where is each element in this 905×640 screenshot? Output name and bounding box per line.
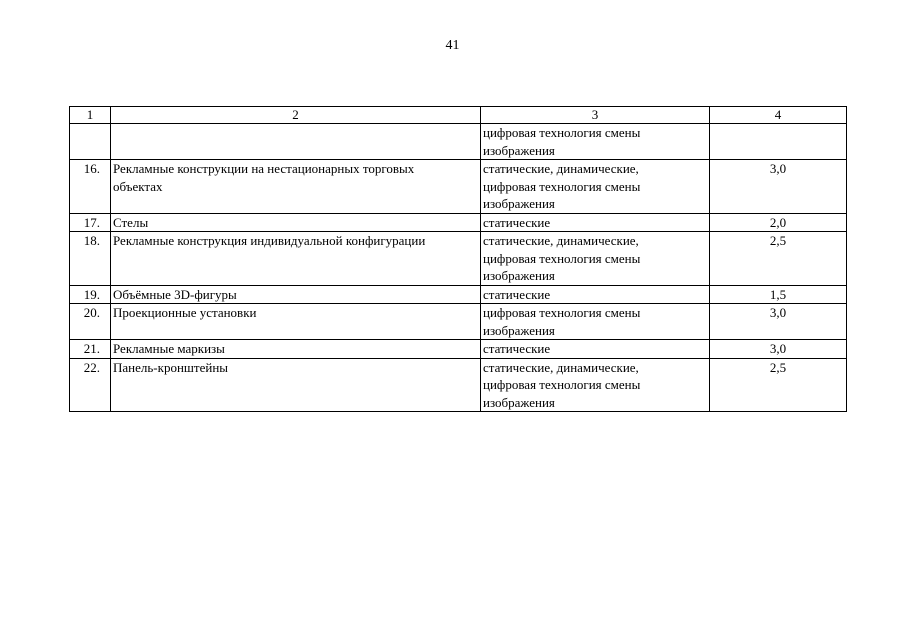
row-number: 20. xyxy=(70,304,111,340)
table-row xyxy=(70,358,847,412)
table-row xyxy=(70,232,847,286)
coefficient-value: 3,0 xyxy=(710,304,847,340)
row-number: 19. xyxy=(70,285,111,304)
construction-type-line: статические xyxy=(483,214,551,230)
construction-name xyxy=(111,160,481,214)
coefficient-value: 2,0 xyxy=(710,213,847,232)
construction-name xyxy=(111,232,481,286)
construction-type xyxy=(481,304,710,340)
row-number xyxy=(70,124,111,160)
row-number: 16. xyxy=(70,160,111,214)
construction-name xyxy=(111,340,481,359)
construction-type xyxy=(481,213,710,232)
construction-type xyxy=(481,124,710,160)
table-row xyxy=(70,340,847,359)
table-row xyxy=(70,304,847,340)
page-number: 41 xyxy=(445,38,460,53)
construction-type-line: статические, динамические, xyxy=(483,359,639,375)
column-header: 2 xyxy=(111,107,481,124)
construction-type-line: изображения xyxy=(483,268,555,283)
row-number: 21. xyxy=(70,340,111,359)
table-row xyxy=(70,160,847,214)
column-header: 3 xyxy=(481,107,710,124)
construction-type-line: цифровая технология смены xyxy=(483,125,641,140)
construction-type xyxy=(481,285,710,304)
coefficient-value xyxy=(710,124,847,160)
construction-type-line: изображения xyxy=(483,394,555,410)
construction-type xyxy=(481,160,710,214)
construction-type-line: изображения xyxy=(483,142,555,158)
construction-type-line: цифровая технология смены xyxy=(483,178,641,194)
construction-type xyxy=(481,358,710,412)
construction-type-line: статические xyxy=(483,286,551,302)
construction-type-line: цифровая технология смены xyxy=(483,250,641,266)
construction-type xyxy=(481,340,710,359)
construction-name-line xyxy=(113,124,478,142)
coefficient-value: 2,5 xyxy=(710,358,847,412)
row-number: 22. xyxy=(70,358,111,412)
construction-name-line: Объёмные 3D-фигуры xyxy=(113,286,237,302)
row-number: 18. xyxy=(70,232,111,286)
coefficient-value: 1,5 xyxy=(710,285,847,304)
construction-type-line: цифровая технология смены xyxy=(483,377,641,392)
construction-name-line: объектах xyxy=(113,178,163,194)
construction-name-line: Проекционные установки xyxy=(113,305,257,320)
coefficient-value: 3,0 xyxy=(710,340,847,359)
table-body xyxy=(70,124,847,412)
table-row xyxy=(70,124,847,160)
construction-type-line: статические, динамические, xyxy=(483,233,639,248)
coefficient-value: 3,0 xyxy=(710,160,847,214)
construction-name-line: Панель-кронштейны xyxy=(113,359,229,375)
construction-type xyxy=(481,232,710,286)
construction-name xyxy=(111,285,481,304)
table-row xyxy=(70,213,847,232)
construction-type-line: статические, динамические, xyxy=(483,161,639,176)
construction-type-line: изображения xyxy=(483,322,555,338)
construction-name xyxy=(111,124,481,160)
construction-name-line: Рекламные маркизы xyxy=(113,341,225,356)
construction-type-line: статические xyxy=(483,341,551,356)
construction-name-line: Стелы xyxy=(113,214,149,230)
construction-name xyxy=(111,304,481,340)
coefficient-value: 2,5 xyxy=(710,232,847,286)
construction-name xyxy=(111,213,481,232)
construction-name xyxy=(111,358,481,412)
construction-name-line: Рекламные конструкция индивидуальной конфигурации xyxy=(113,233,426,248)
column-header: 4 xyxy=(710,107,847,124)
column-header: 1 xyxy=(70,107,111,124)
tariff-table xyxy=(69,106,847,412)
row-number: 17. xyxy=(70,213,111,232)
construction-type-line: изображения xyxy=(483,196,555,211)
table-row xyxy=(70,285,847,304)
construction-type-line: цифровая технология смены xyxy=(483,305,641,320)
table-header-row xyxy=(70,107,847,124)
construction-name-line: Рекламные конструкции на нестационарных торговых xyxy=(113,161,415,176)
